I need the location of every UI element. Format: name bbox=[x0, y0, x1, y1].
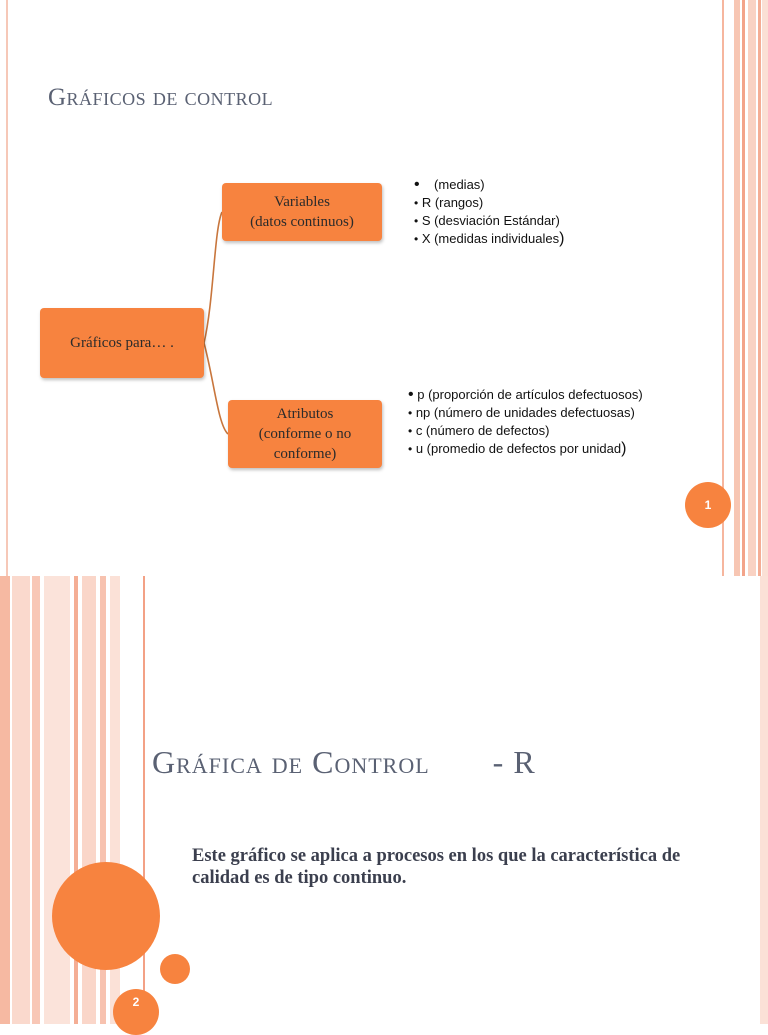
bullet: • bbox=[414, 214, 419, 228]
page-number: 1 bbox=[704, 498, 712, 512]
bullet: • bbox=[408, 442, 413, 456]
atributos-box-title: Atributos bbox=[276, 406, 334, 422]
root-box bbox=[40, 308, 204, 378]
atributos-box-subtitle-1: (conforme o no bbox=[258, 426, 352, 442]
list-item-text: R (rangos) bbox=[418, 195, 484, 210]
bullet: • bbox=[408, 406, 413, 420]
slide-2-body: Este gráfico se aplica a procesos en los que la característica de calidad es de tipo continuo. bbox=[192, 846, 681, 888]
list-item-text: S (desviación Estándar) bbox=[418, 213, 560, 228]
bullet: • bbox=[408, 424, 413, 438]
list-item bbox=[414, 212, 564, 230]
connector-atributos bbox=[204, 343, 228, 434]
decorative-stripe bbox=[143, 576, 145, 1024]
atributos-box bbox=[228, 400, 382, 468]
variables-box bbox=[222, 183, 382, 241]
bullet: • bbox=[414, 232, 419, 246]
decorative-circle-small bbox=[160, 954, 190, 984]
list-item-tail: ) bbox=[621, 440, 627, 457]
bullet: • bbox=[414, 196, 419, 210]
list-item bbox=[414, 194, 564, 212]
page-number-badge bbox=[113, 989, 159, 1035]
list-item-text: p (proporción de artículos defectuosos) bbox=[413, 387, 643, 402]
bullet: • bbox=[408, 386, 414, 403]
root-box-label: Gráficos para… . bbox=[70, 335, 174, 351]
page-number-badge bbox=[685, 482, 731, 528]
variables-list bbox=[414, 176, 564, 248]
atributos-box-subtitle-2: conforme) bbox=[273, 446, 337, 462]
list-item bbox=[408, 404, 643, 422]
atributos-list bbox=[408, 386, 643, 458]
connector-variables bbox=[204, 212, 222, 343]
decorative-stripe bbox=[32, 576, 40, 1024]
variables-box-subtitle: (datos continuos) bbox=[250, 214, 354, 230]
decorative-stripe bbox=[0, 576, 10, 1024]
list-item bbox=[408, 422, 643, 440]
decorative-stripe bbox=[44, 576, 70, 1024]
list-item-text: np (número de unidades defectuosas) bbox=[412, 405, 635, 420]
list-item-text: u (promedio de defectos por unidad bbox=[412, 441, 622, 456]
list-item bbox=[408, 386, 643, 404]
list-item-text: (medias) bbox=[419, 177, 485, 192]
decorative-stripe bbox=[760, 576, 768, 1024]
decorative-circle-large bbox=[52, 862, 160, 970]
decorative-stripe bbox=[12, 576, 30, 1024]
list-item bbox=[414, 176, 564, 194]
list-item-tail: ) bbox=[559, 230, 565, 247]
page-number: 2 bbox=[132, 995, 140, 1009]
slide-2-title: Gráfica de Control - R bbox=[152, 744, 536, 780]
list-item bbox=[408, 440, 643, 458]
bullet: • bbox=[414, 176, 420, 193]
list-item-text: c (número de defectos) bbox=[412, 423, 550, 438]
variables-box-title: Variables bbox=[274, 194, 330, 210]
slide-1-title: Gráficos de control bbox=[48, 84, 274, 111]
list-item bbox=[414, 230, 564, 248]
list-item-text: X (medidas individuales bbox=[418, 231, 560, 246]
